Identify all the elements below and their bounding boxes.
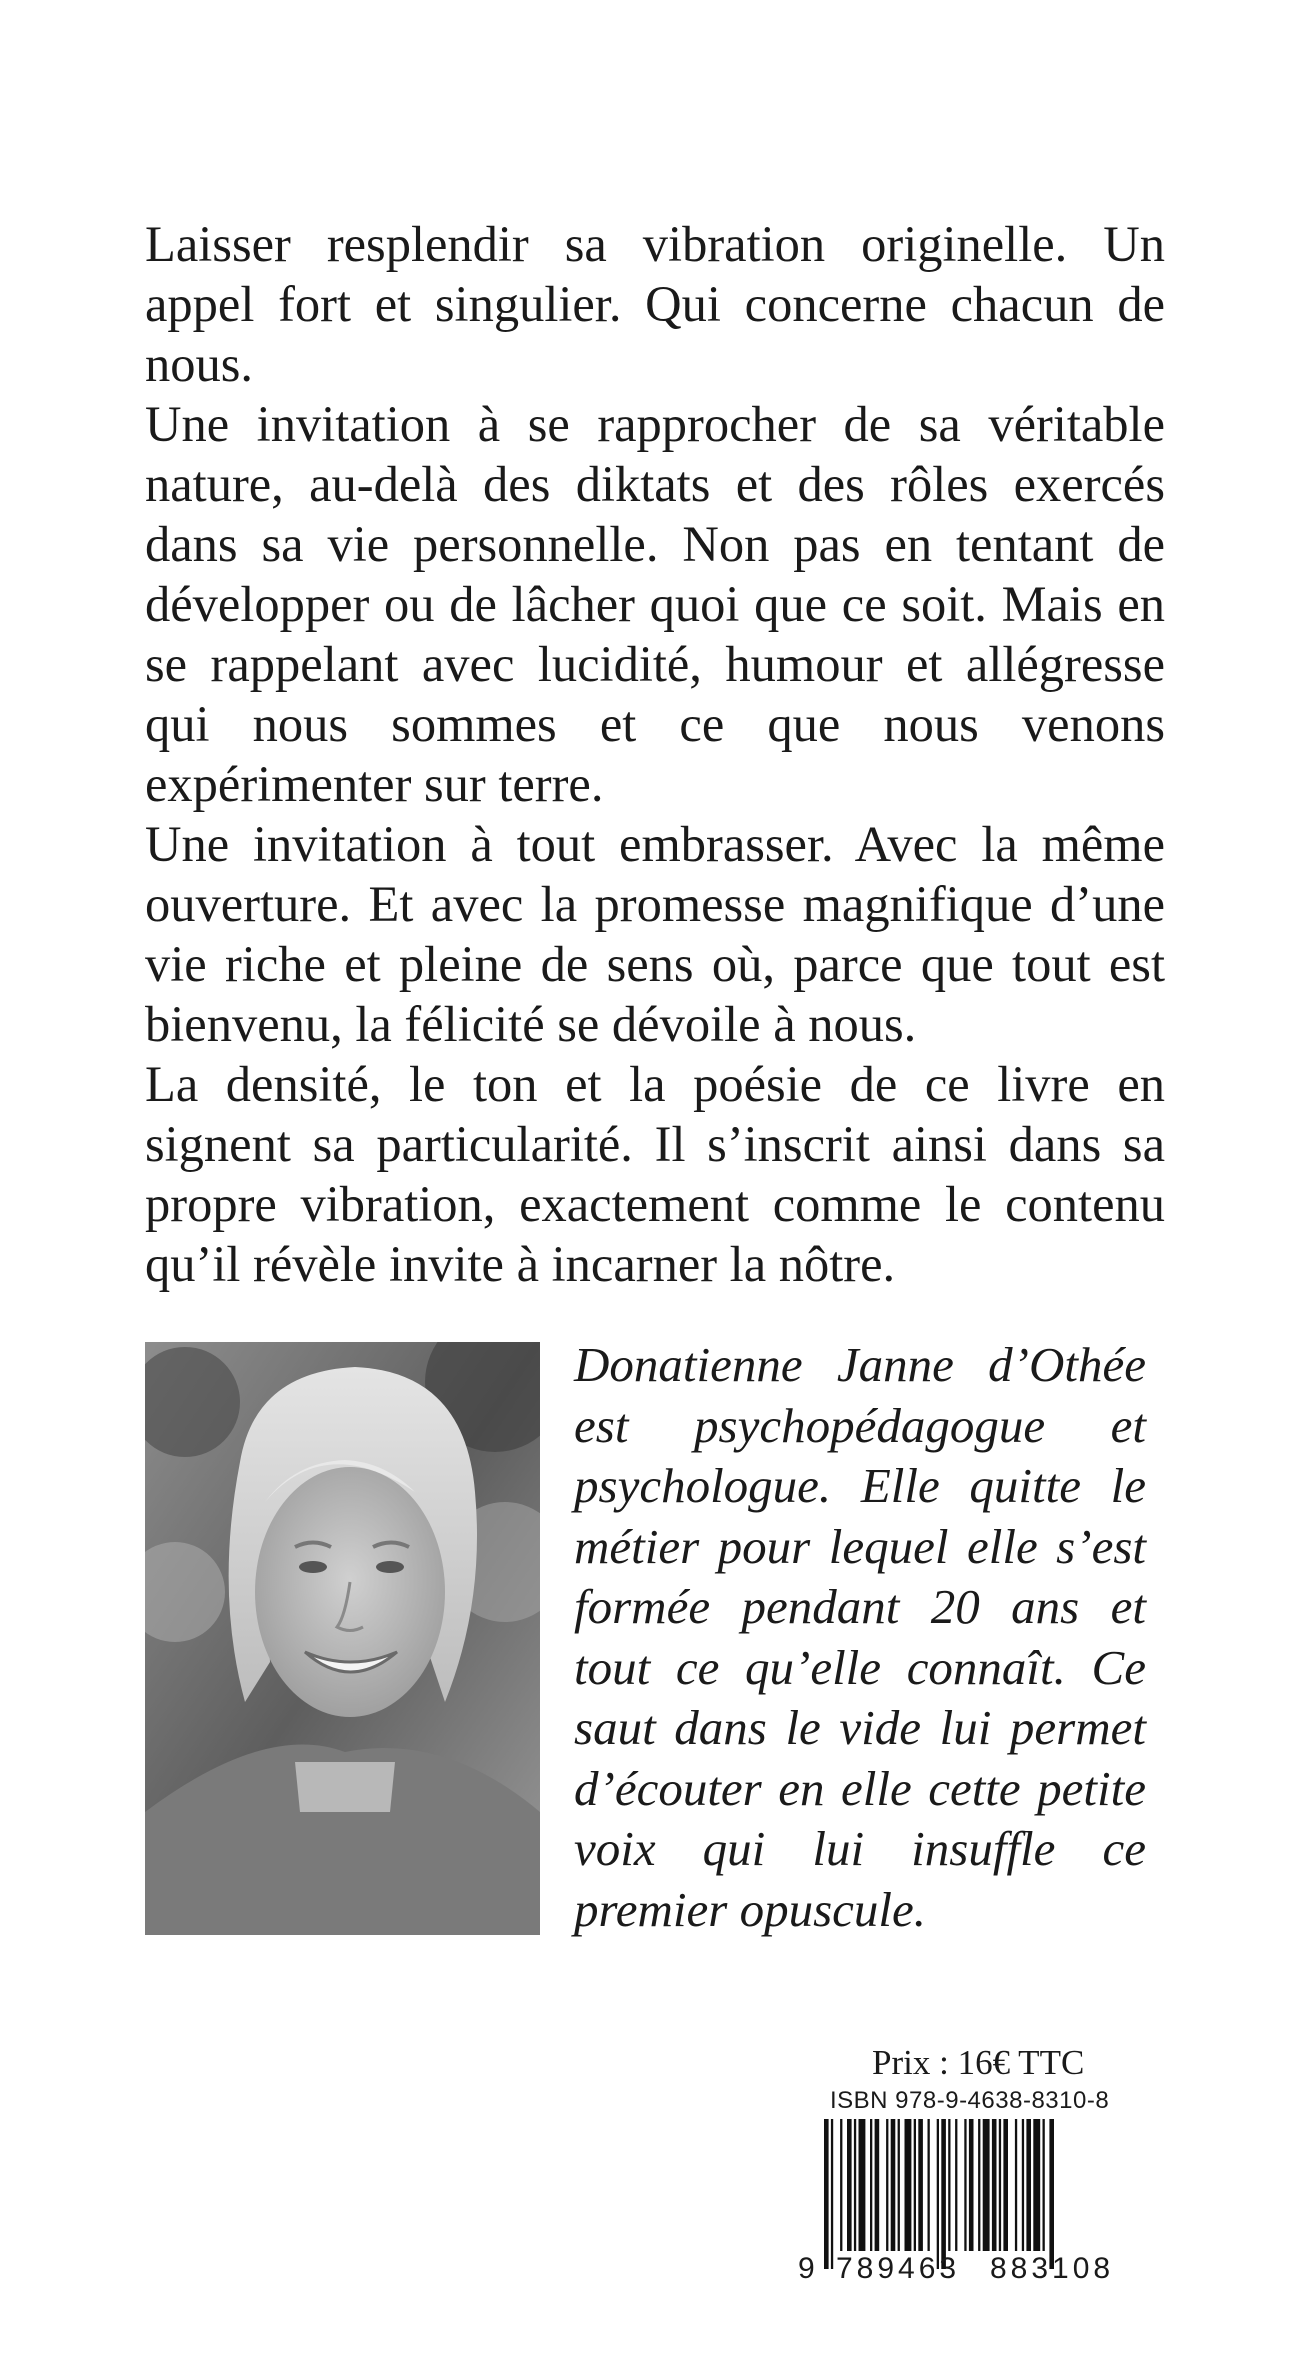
barcode-bar: [1043, 2119, 1045, 2251]
barcode-bar: [941, 2119, 946, 2269]
barcode-bar: [854, 2119, 856, 2251]
isbn-barcode: [790, 2087, 1155, 2287]
price-label: Prix : 16€ TTC: [872, 2043, 1085, 2082]
barcode-bar: [948, 2119, 950, 2251]
author-photo: [145, 1342, 540, 1935]
barcode-bar: [978, 2119, 980, 2251]
barcode-bar: [905, 2119, 912, 2251]
barcode-bar: [918, 2119, 923, 2251]
barcode-bar: [840, 2119, 842, 2251]
barcode-bar: [847, 2119, 852, 2251]
barcode-bars: [820, 2119, 1140, 2269]
blurb-paragraph-1: Laisser resplendir sa vibration originelle. Un appel fort et singulier. Qui concerne chacun de nous.: [145, 216, 1165, 392]
barcode-bar: [875, 2119, 880, 2251]
blurb-paragraph-3: Une invitation à tout embrasser. Avec la même ouverture. Et avec la promesse magnifique d’une vie riche et pleine de sens où, parce que tout est bienvenu, la félicité se dévoile à nous.: [145, 816, 1165, 1052]
barcode-bar: [999, 2119, 1001, 2251]
blurb-paragraph-2: Une invitation à se rapprocher de sa véritable nature, au-delà des diktats et des rôles exercés dans sa vie personnelle. Non pas en tentant de développer ou de lâcher quoi que ce soit. Mais en se rappelant avec lucidité, humour et allégresse qui nous sommes et ce que nous venons expérimenter sur terre.: [145, 396, 1165, 812]
barcode-bar: [831, 2119, 833, 2269]
barcode-bar: [824, 2119, 829, 2269]
back-cover-blurb: [145, 214, 1165, 1294]
barcode-left-group: 789463: [836, 2252, 961, 2285]
barcode-bar: [1049, 2119, 1054, 2269]
barcode-bar: [914, 2119, 916, 2251]
barcode-bar: [1033, 2119, 1040, 2251]
barcode-bar: [1022, 2119, 1024, 2251]
barcode-bar: [898, 2119, 900, 2251]
blurb-paragraph-4: La densité, le ton et la poésie de ce livre en signent sa particularité. Il s’inscrit ainsi dans sa propre vibration, exactement comme le contenu qu’il révèle invite à incarner la nôtre.: [145, 1056, 1165, 1292]
barcode-bar: [886, 2119, 888, 2251]
barcode-bar: [992, 2119, 997, 2251]
author-bio: Donatienne Janne d’Othée est psychopédagogue et psychologue. Elle quitte le métier pour lequel elle s’est formée pendant 20 ans et tout ce qu’elle connaît. Ce saut dans le vide lui permet d’écouter en elle cette petite voix qui lui insuffle ce premier opuscule.: [574, 1337, 1146, 1937]
barcode-bar: [964, 2119, 966, 2251]
barcode-bar: [969, 2119, 974, 2251]
barcode-bar: [937, 2119, 939, 2269]
barcode-first-digit: 9: [798, 2252, 815, 2285]
barcode-bar: [1003, 2119, 1008, 2251]
barcode-bar: [928, 2119, 930, 2251]
barcode-bar: [859, 2119, 866, 2251]
barcode-bar: [1026, 2119, 1031, 2251]
isbn-label: ISBN 978-9-4638-8310-8: [830, 2087, 1110, 2114]
barcode-bar: [891, 2119, 896, 2251]
barcode-bar: [983, 2119, 990, 2251]
barcode-bar: [870, 2119, 872, 2251]
barcode-right-group: 883108: [990, 2252, 1115, 2285]
barcode-bar: [955, 2119, 957, 2251]
barcode-bar: [1015, 2119, 1017, 2251]
